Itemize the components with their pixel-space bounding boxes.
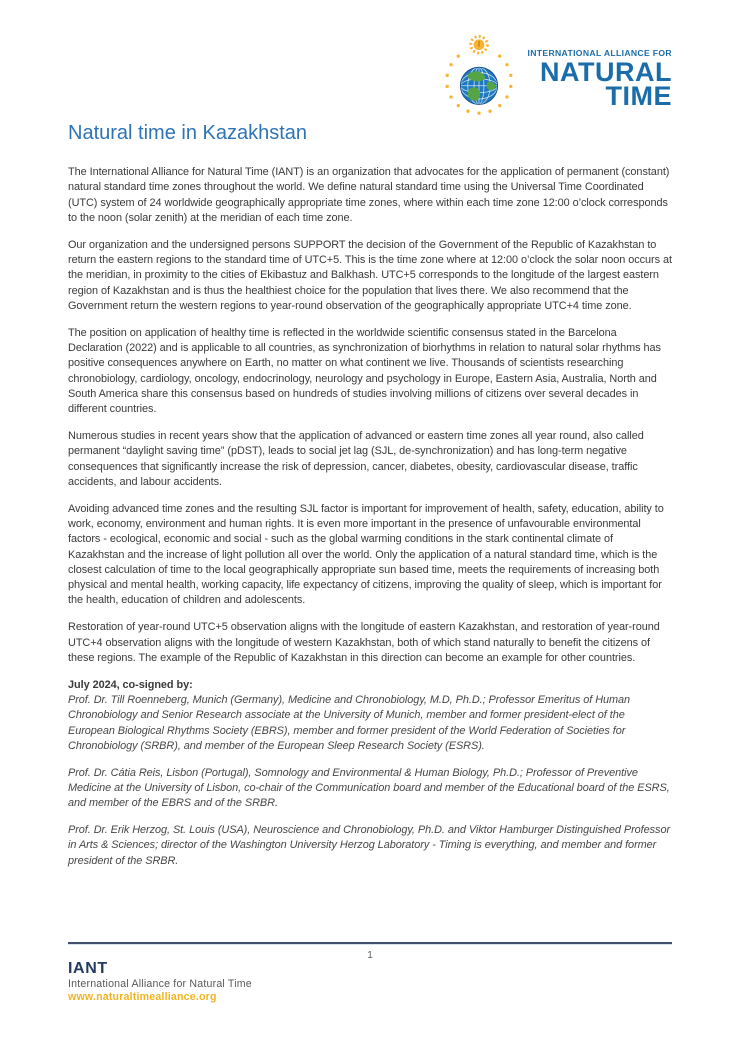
page-title: Natural time in Kazakhstan	[68, 122, 308, 144]
page-number: 1	[367, 950, 373, 961]
body-paragraph: The International Alliance for Natural Time (IANT) is an organization that advocates for the application of permanent (constant) natural standard time zones throughout the world. We define natural standard time using the Universal Time Coordinated (UTC) system of 24 worldwide geographically appropriate time zones, where within each time zone 12:00 o’clock corresponds to the noon (solar zenith) at the meridian of each time zone.	[68, 166, 670, 224]
logo-name-line1: NATURAL	[540, 57, 672, 87]
footer-org-block	[68, 960, 672, 1004]
natural-time-globe-sun-icon	[439, 32, 519, 120]
signatory-paragraph: Prof. Dr. Erik Herzog, St. Louis (USA), Neuroscience and Chronobiology, Ph.D. and Viktor Hamburger Distinguished Professor in Arts & Sciences; director of the Washington University Herzog Laboratory - Timing is everything, and member and former president of the SRBR.	[68, 823, 671, 867]
footer-divider	[68, 942, 672, 945]
footer-org-name: International Alliance for Natural Time	[68, 978, 252, 990]
signatory-paragraph: Prof. Dr. Cátia Reis, Lisbon (Portugal), Somnology and Environmental & Human Biology, Ph.D.; Professor of Preventive Medicine at the University of Lisbon, co-chair of the Communication board and member of the Educational board of the ESRS, and member of the EBRS and of the SRBR.	[68, 766, 670, 810]
body-paragraph: Our organization and the undersigned persons SUPPORT the decision of the Government of the Republic of Kazakhstan to return the eastern regions to the standard time of UTC+5. This is the time zone where at 12:00 o’clock the solar noon occurs at the meridian, in proximity to the cities of Ekibastuz and Balkhash. UTC+5 corresponds to the longitude of the largest eastern region of Kazakhstan and is thus the healthiest choice for the population that lives there. We also recommend that the Government return the western regions to year-round observation of the geographically appropriate UTC+4 time zone.	[68, 238, 672, 312]
body-paragraph: The position on application of healthy time is reflected in the worldwide scientific consensus stated in the Barcelona Declaration (2022) and is applicable to all countries, as synchronization of biorhythms in relation to natural solar rhythms has positive consequences anywhere on Earth, no matter on what continent we live. Thousands of scientists researching chronobiology, cardiology, oncology, endocrinology, neurology and psychology in Europe, Eastern Asia, Australia, North and South America share this consensus based on hundreds of studies involving millions of citizens over several decades in different countries.	[68, 326, 661, 416]
org-logo	[439, 32, 672, 120]
footer-website-link[interactable]: www.naturaltimealliance.org	[68, 991, 217, 1003]
sun-icon	[471, 36, 488, 53]
body-paragraph: Numerous studies in recent years show that the application of advanced or eastern time zones all year round, also called permanent “daylight saving time” (pDST), leads to social jet lag (SJL, de-synchronization) and has long-term negative consequences that significantly increase the risk of depression, cancer, diabetes, obesity, cardiovascular disease, traffic accidents, and labour accidents.	[68, 429, 644, 488]
logo-name-line2: TIME	[605, 81, 672, 111]
globe-icon	[461, 67, 498, 104]
logo-tagline: INTERNATIONAL ALLIANCE FOR	[527, 48, 672, 58]
document-body	[68, 120, 672, 880]
cosign-label: July 2024, co-signed by:	[68, 678, 193, 691]
logo-wordmark	[527, 48, 672, 111]
body-paragraph: Avoiding advanced time zones and the resulting SJL factor is important for improvement of health, safety, education, ability to work, economy, environment and human rights. It is even more important in the presence of unfavourable environmental factors - ecological, economic and social - such as the global warming conditions in the stark continental climate of Kazakhstan and the increase of light pollution all over the world. Only the application of a natural standard time, which is the closest calculation of time to the local geographically appropriate sun based time, meets the requirements of increasing both physical and mental health, working capacity, life expectancy of citizens, improving the quality of sleep, which is important for the health, education of children and adolescents.	[68, 502, 664, 607]
signatory-paragraph: Prof. Dr. Till Roenneberg, Munich (Germany), Medicine and Chronobiology, M.D, Ph.D.; Professor Emeritus of Human Chronobiology and Senior Research associate at the University of Munich, member and former president-elect of the European Biological Rhythms Society (EBRS), member and former president of the World Federation of Societies for Chronobiology (SRBR), and member of the European Sleep Research Society (ESRS).	[68, 693, 631, 752]
body-paragraph: Restoration of year-round UTC+5 observation aligns with the longitude of eastern Kazakhstan, and restoration of year-round UTC+4 observation aligns with the longitude of western Kazakhstan, both of which stand naturally to benefit the citizens of these regions. The example of the Republic of Kazakhstan in this direction can become an example for other countries.	[68, 621, 660, 664]
footer-org-abbr: IANT	[68, 960, 108, 977]
page-footer	[68, 942, 672, 1004]
